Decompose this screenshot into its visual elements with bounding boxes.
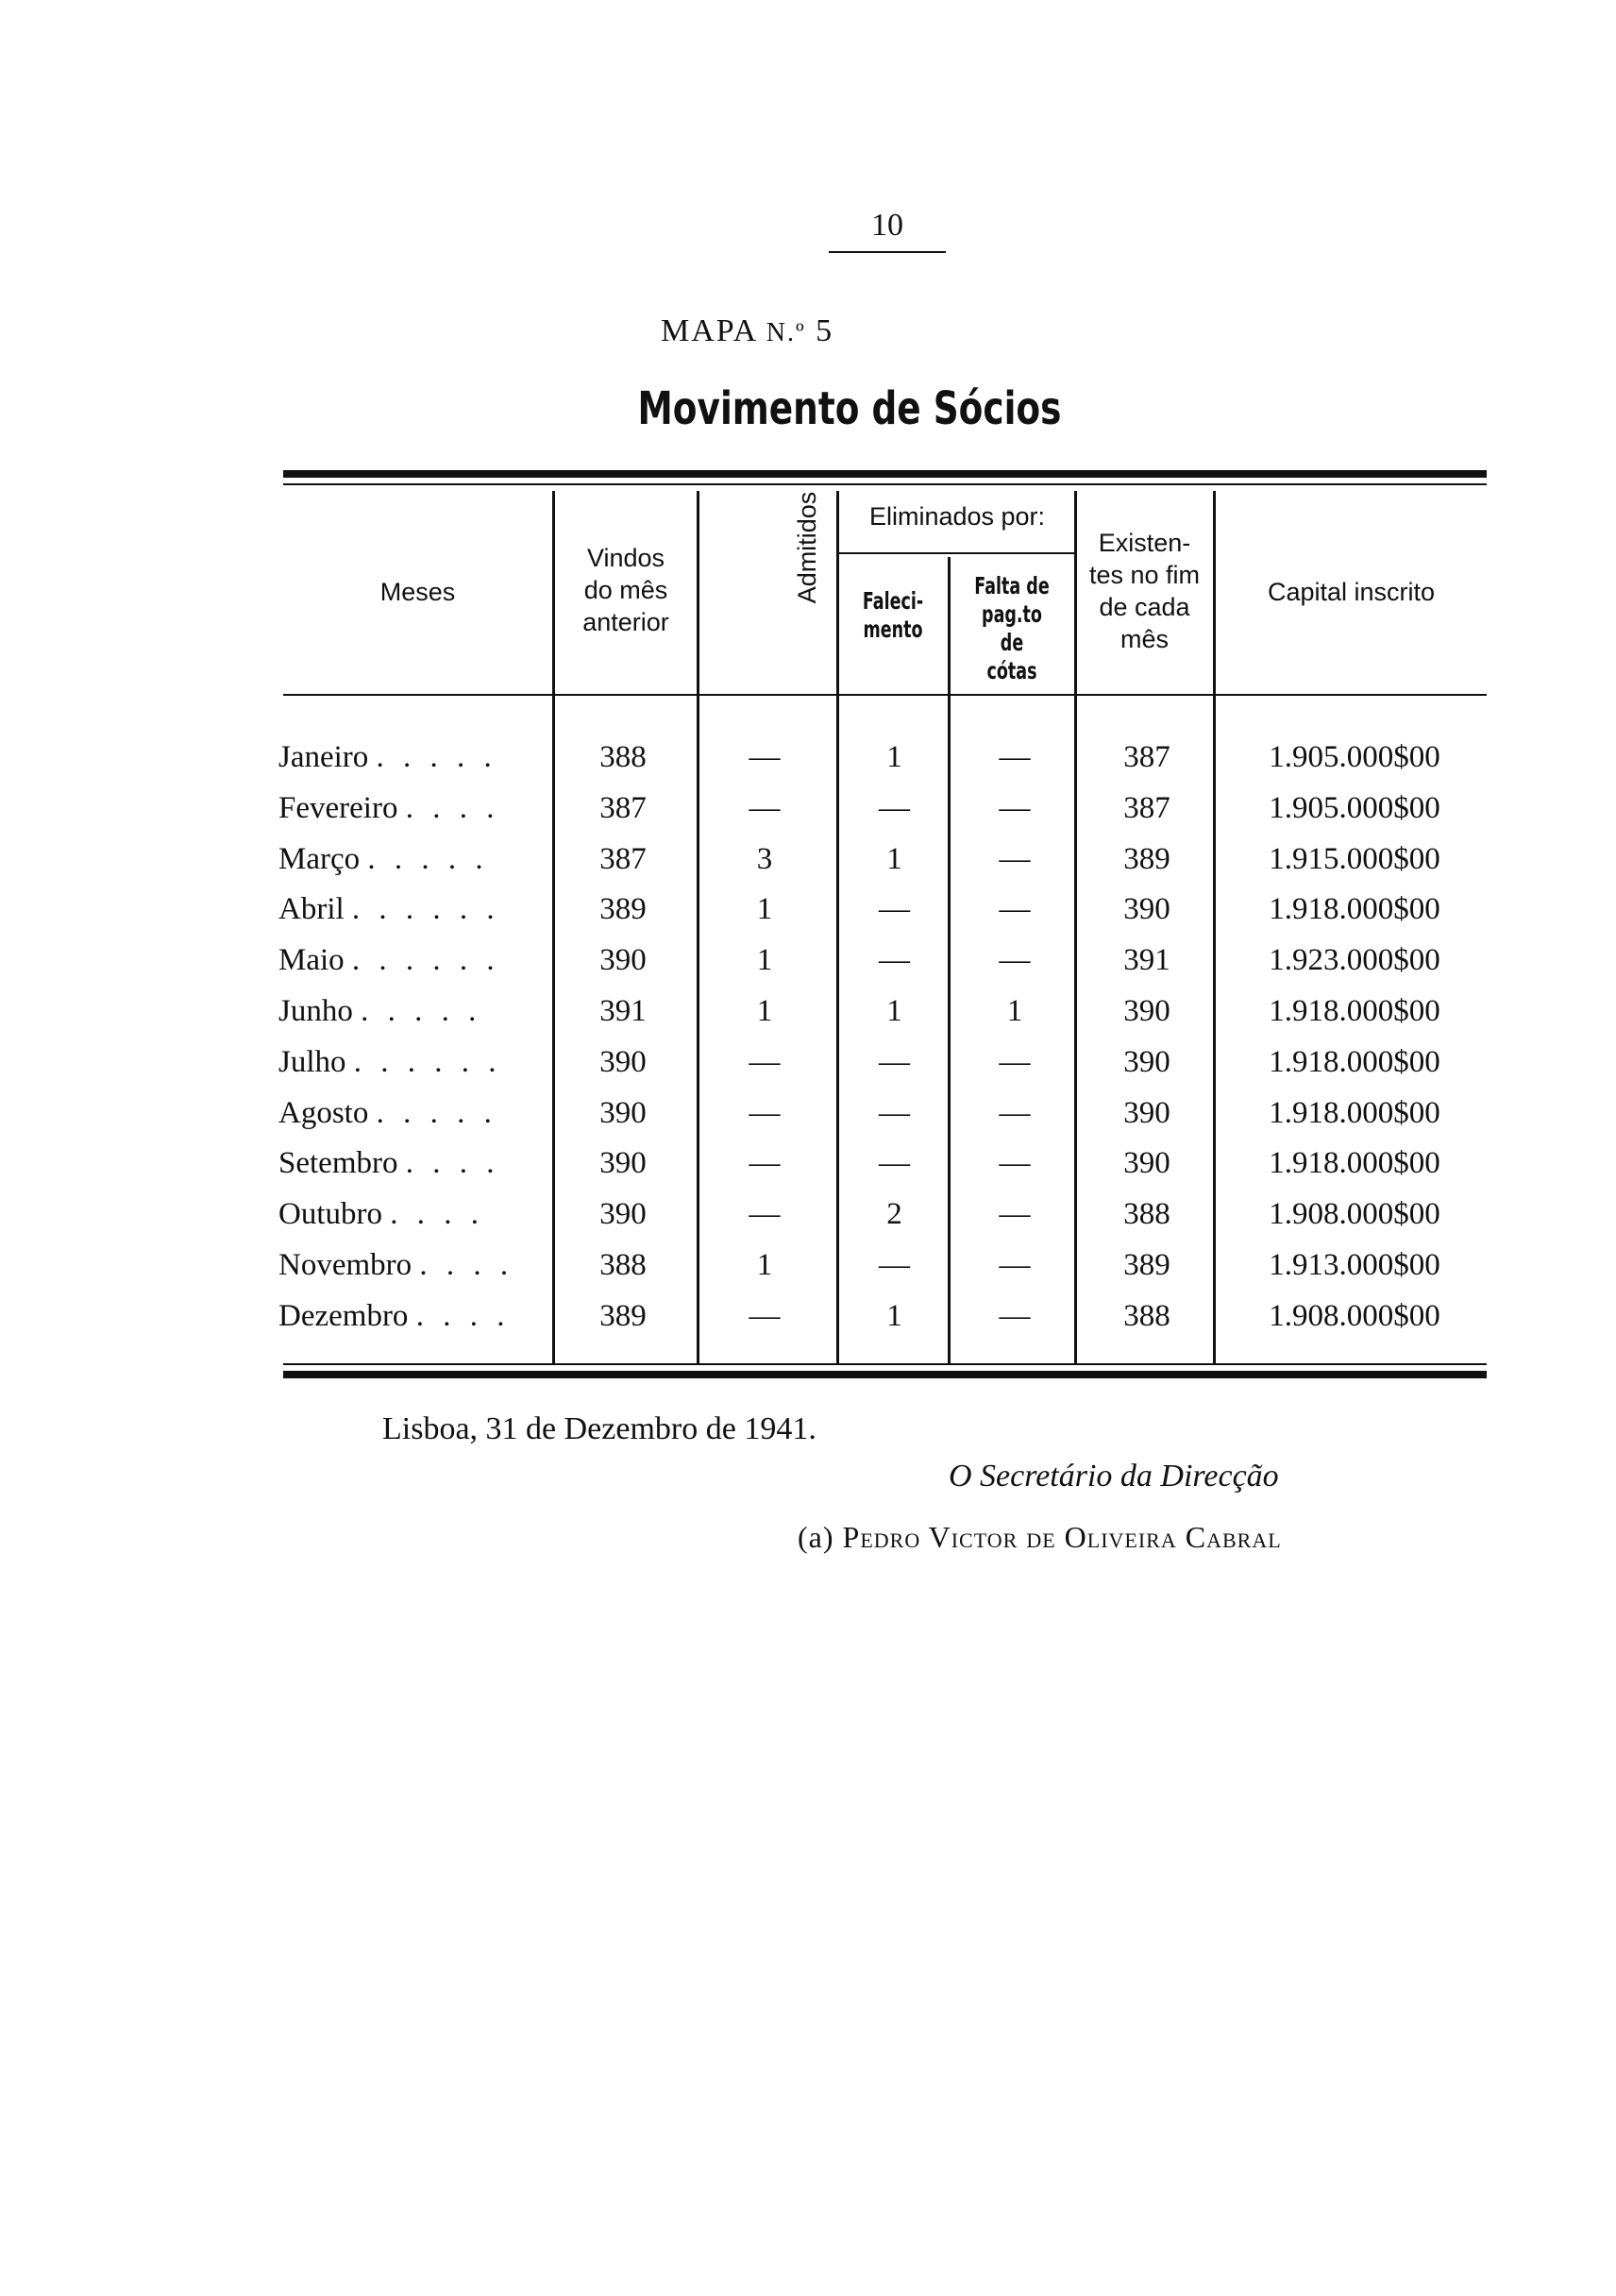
map-number-prefix: N.º [766,318,806,347]
falta-cell: 1 [1006,993,1023,1028]
vindos-cell: 388 [599,1247,647,1282]
capital-cell: 1.918.000$00 [1269,892,1440,927]
table-body [278,733,1487,1342]
table-top-rule [283,470,1487,478]
leader-dots: . . . . [419,1247,514,1282]
header-falecimento-line: Faleci- [862,587,924,615]
leader-dots: . . . . [415,1298,511,1333]
leader-dots: . . . . [405,790,500,825]
leader-dots: . . . . . [367,841,489,876]
existentes-cell: 387 [1123,740,1170,774]
capital-cell: 1.915.000$00 [1269,841,1440,876]
page-number-rule [829,251,946,253]
admitidos-cell: — [749,740,781,774]
month-name: Setembro [278,1146,398,1181]
header-capital: Capital inscrito [1267,578,1436,606]
month-cell [278,835,552,886]
falecimento-cell: — [879,1044,910,1079]
table-row [278,1190,1487,1241]
month-cell [278,1241,552,1292]
table-row [278,1038,1487,1089]
leader-dots: . . . . . [376,1095,497,1130]
vindos-cell: 391 [599,993,647,1028]
existentes-cell: 390 [1123,1095,1170,1130]
table-top-rule-thin [283,483,1487,485]
falecimento-cell: — [879,892,910,927]
month-cell [278,784,552,835]
falecimento-cell: — [879,943,910,978]
falecimento-cell: 1 [886,993,902,1028]
eliminados-sub-rule [838,552,1076,554]
place-date: Lisboa, 31 de Dezembro de 1941. [382,1411,816,1446]
month-cell [278,1089,552,1140]
vindos-cell: 390 [599,943,647,978]
falta-cell: — [999,1197,1031,1232]
existentes-cell: 388 [1123,1197,1170,1232]
month-cell [278,987,552,1038]
admitidos-cell: 1 [756,892,773,927]
header-existentes-line: Existen- [1098,529,1191,557]
existentes-cell: 390 [1123,993,1170,1028]
admitidos-cell: — [749,790,781,825]
leader-dots: . . . . . [376,740,497,774]
falecimento-cell: 1 [886,740,902,774]
month-name: Junho [278,993,353,1028]
falta-cell: — [999,943,1031,978]
table-row [278,936,1487,987]
header-existentes-line: mês [1119,625,1169,653]
capital-cell: 1.918.000$00 [1269,1146,1440,1181]
existentes-cell: 390 [1123,892,1170,927]
month-cell [278,1190,552,1241]
table-row [278,1292,1487,1342]
header-falta-line: Falta de [974,572,1050,599]
capital-cell: 1.918.000$00 [1269,1044,1440,1079]
capital-cell: 1.905.000$00 [1269,790,1440,825]
month-name: Outubro [278,1197,382,1232]
table-row [278,835,1487,886]
month-name: Maio [278,943,345,978]
month-name: Março [278,841,361,876]
leader-dots: . . . . . . [353,1044,502,1079]
table-row [278,885,1487,936]
leader-dots: . . . . . . [351,943,500,978]
header-vindos-line: Vindos [586,544,665,572]
admitidos-cell: — [749,1044,781,1079]
month-cell [278,936,552,987]
falta-cell: — [999,841,1031,876]
header-admitidos: Admitidos [793,491,821,604]
vindos-cell: 390 [599,1197,647,1232]
vindos-cell: 388 [599,740,647,774]
month-cell [278,885,552,936]
existentes-cell: 390 [1123,1044,1170,1079]
header-eliminados: Eliminados por: [868,502,1046,531]
month-name: Agosto [278,1095,369,1130]
falta-cell: — [999,892,1031,927]
month-name: Dezembro [278,1298,409,1333]
capital-cell: 1.913.000$00 [1269,1247,1440,1282]
falta-cell: — [999,740,1031,774]
admitidos-cell: 1 [756,1247,773,1282]
month-cell [278,1038,552,1089]
existentes-cell: 387 [1123,790,1170,825]
map-label [661,313,944,349]
signer-line [798,1520,1282,1555]
vindos-cell: 390 [599,1146,647,1181]
month-name: Novembro [278,1247,412,1282]
table-row [278,733,1487,784]
header-vindos-line: do mês [583,576,668,604]
falta-cell: — [999,1247,1031,1282]
map-number: 5 [816,313,834,348]
header-bottom-rule [283,694,1487,696]
falta-cell: — [999,1298,1031,1333]
admitidos-cell: 1 [756,993,773,1028]
leader-dots: . . . . . [361,993,482,1028]
existentes-cell: 390 [1123,1146,1170,1181]
existentes-cell: 389 [1123,841,1170,876]
existentes-cell: 389 [1123,1247,1170,1282]
header-falta [968,572,1055,685]
signer-name: Pedro Victor de Oliveira Cabral [842,1520,1282,1554]
falecimento-cell: — [879,1146,910,1181]
signer-prefix: (a) [798,1520,834,1554]
header-existentes-line: tes no fim [1088,561,1201,589]
existentes-cell: 391 [1123,943,1170,978]
admitidos-cell: — [749,1298,781,1333]
admitidos-cell: — [749,1197,781,1232]
vindos-cell: 389 [599,1298,647,1333]
leader-dots: . . . . [405,1146,500,1181]
header-existentes-line: de cada [1099,593,1190,621]
month-name: Julho [278,1044,346,1079]
table-row [278,987,1487,1038]
month-name: Abril [278,892,345,927]
header-falecimento-line: mento [863,616,923,643]
header-falecimento [854,587,931,644]
capital-cell: 1.918.000$00 [1269,1095,1440,1130]
falta-cell: — [999,1146,1031,1181]
admitidos-cell: 3 [756,841,773,876]
falecimento-cell: 2 [886,1197,902,1232]
falecimento-cell: — [879,790,910,825]
capital-cell: 1.918.000$00 [1269,993,1440,1028]
falecimento-cell: 1 [886,841,902,876]
capital-cell: 1.905.000$00 [1269,740,1440,774]
table-row [278,1139,1487,1190]
vindos-cell: 387 [599,841,647,876]
falecimento-cell: 1 [886,1298,902,1333]
admitidos-cell: 1 [756,943,773,978]
header-existentes [1076,527,1213,655]
table-row [278,1241,1487,1292]
vindos-cell: 389 [599,892,647,927]
header-vindos-line: anterior [582,608,669,636]
header-falta-line: cótas [986,657,1037,684]
header-falta-line: pag.to de [982,600,1042,656]
month-name: Janeiro [278,740,369,774]
falecimento-cell: — [879,1095,910,1130]
existentes-cell: 388 [1123,1298,1170,1333]
table-row [278,784,1487,835]
table-row [278,1089,1487,1140]
page-title: Movimento de Sócios [637,382,1062,435]
header-meses: Meses [379,578,456,606]
header-vindos [555,542,697,638]
month-cell [278,733,552,784]
falecimento-cell: — [879,1247,910,1282]
falta-cell: — [999,1044,1031,1079]
table-bottom-rule-thin [283,1363,1487,1365]
map-label-text: MAPA [661,313,757,348]
vindos-cell: 390 [599,1044,647,1079]
admitidos-cell: — [749,1095,781,1130]
capital-cell: 1.908.000$00 [1269,1298,1440,1333]
leader-dots: . . . . [390,1197,484,1232]
vindos-cell: 390 [599,1095,647,1130]
signer-title: O Secretário da Direcção [949,1459,1279,1494]
page-number: 10 [871,208,903,243]
month-name: Fevereiro [278,790,398,825]
leader-dots: . . . . . . [351,892,500,927]
falta-cell: — [999,1095,1031,1130]
admitidos-cell: — [749,1146,781,1181]
table-bottom-rule [283,1371,1487,1378]
capital-cell: 1.908.000$00 [1269,1197,1440,1232]
capital-cell: 1.923.000$00 [1269,943,1440,978]
vindos-cell: 387 [599,790,647,825]
month-cell [278,1139,552,1190]
month-cell [278,1292,552,1342]
falta-cell: — [999,790,1031,825]
